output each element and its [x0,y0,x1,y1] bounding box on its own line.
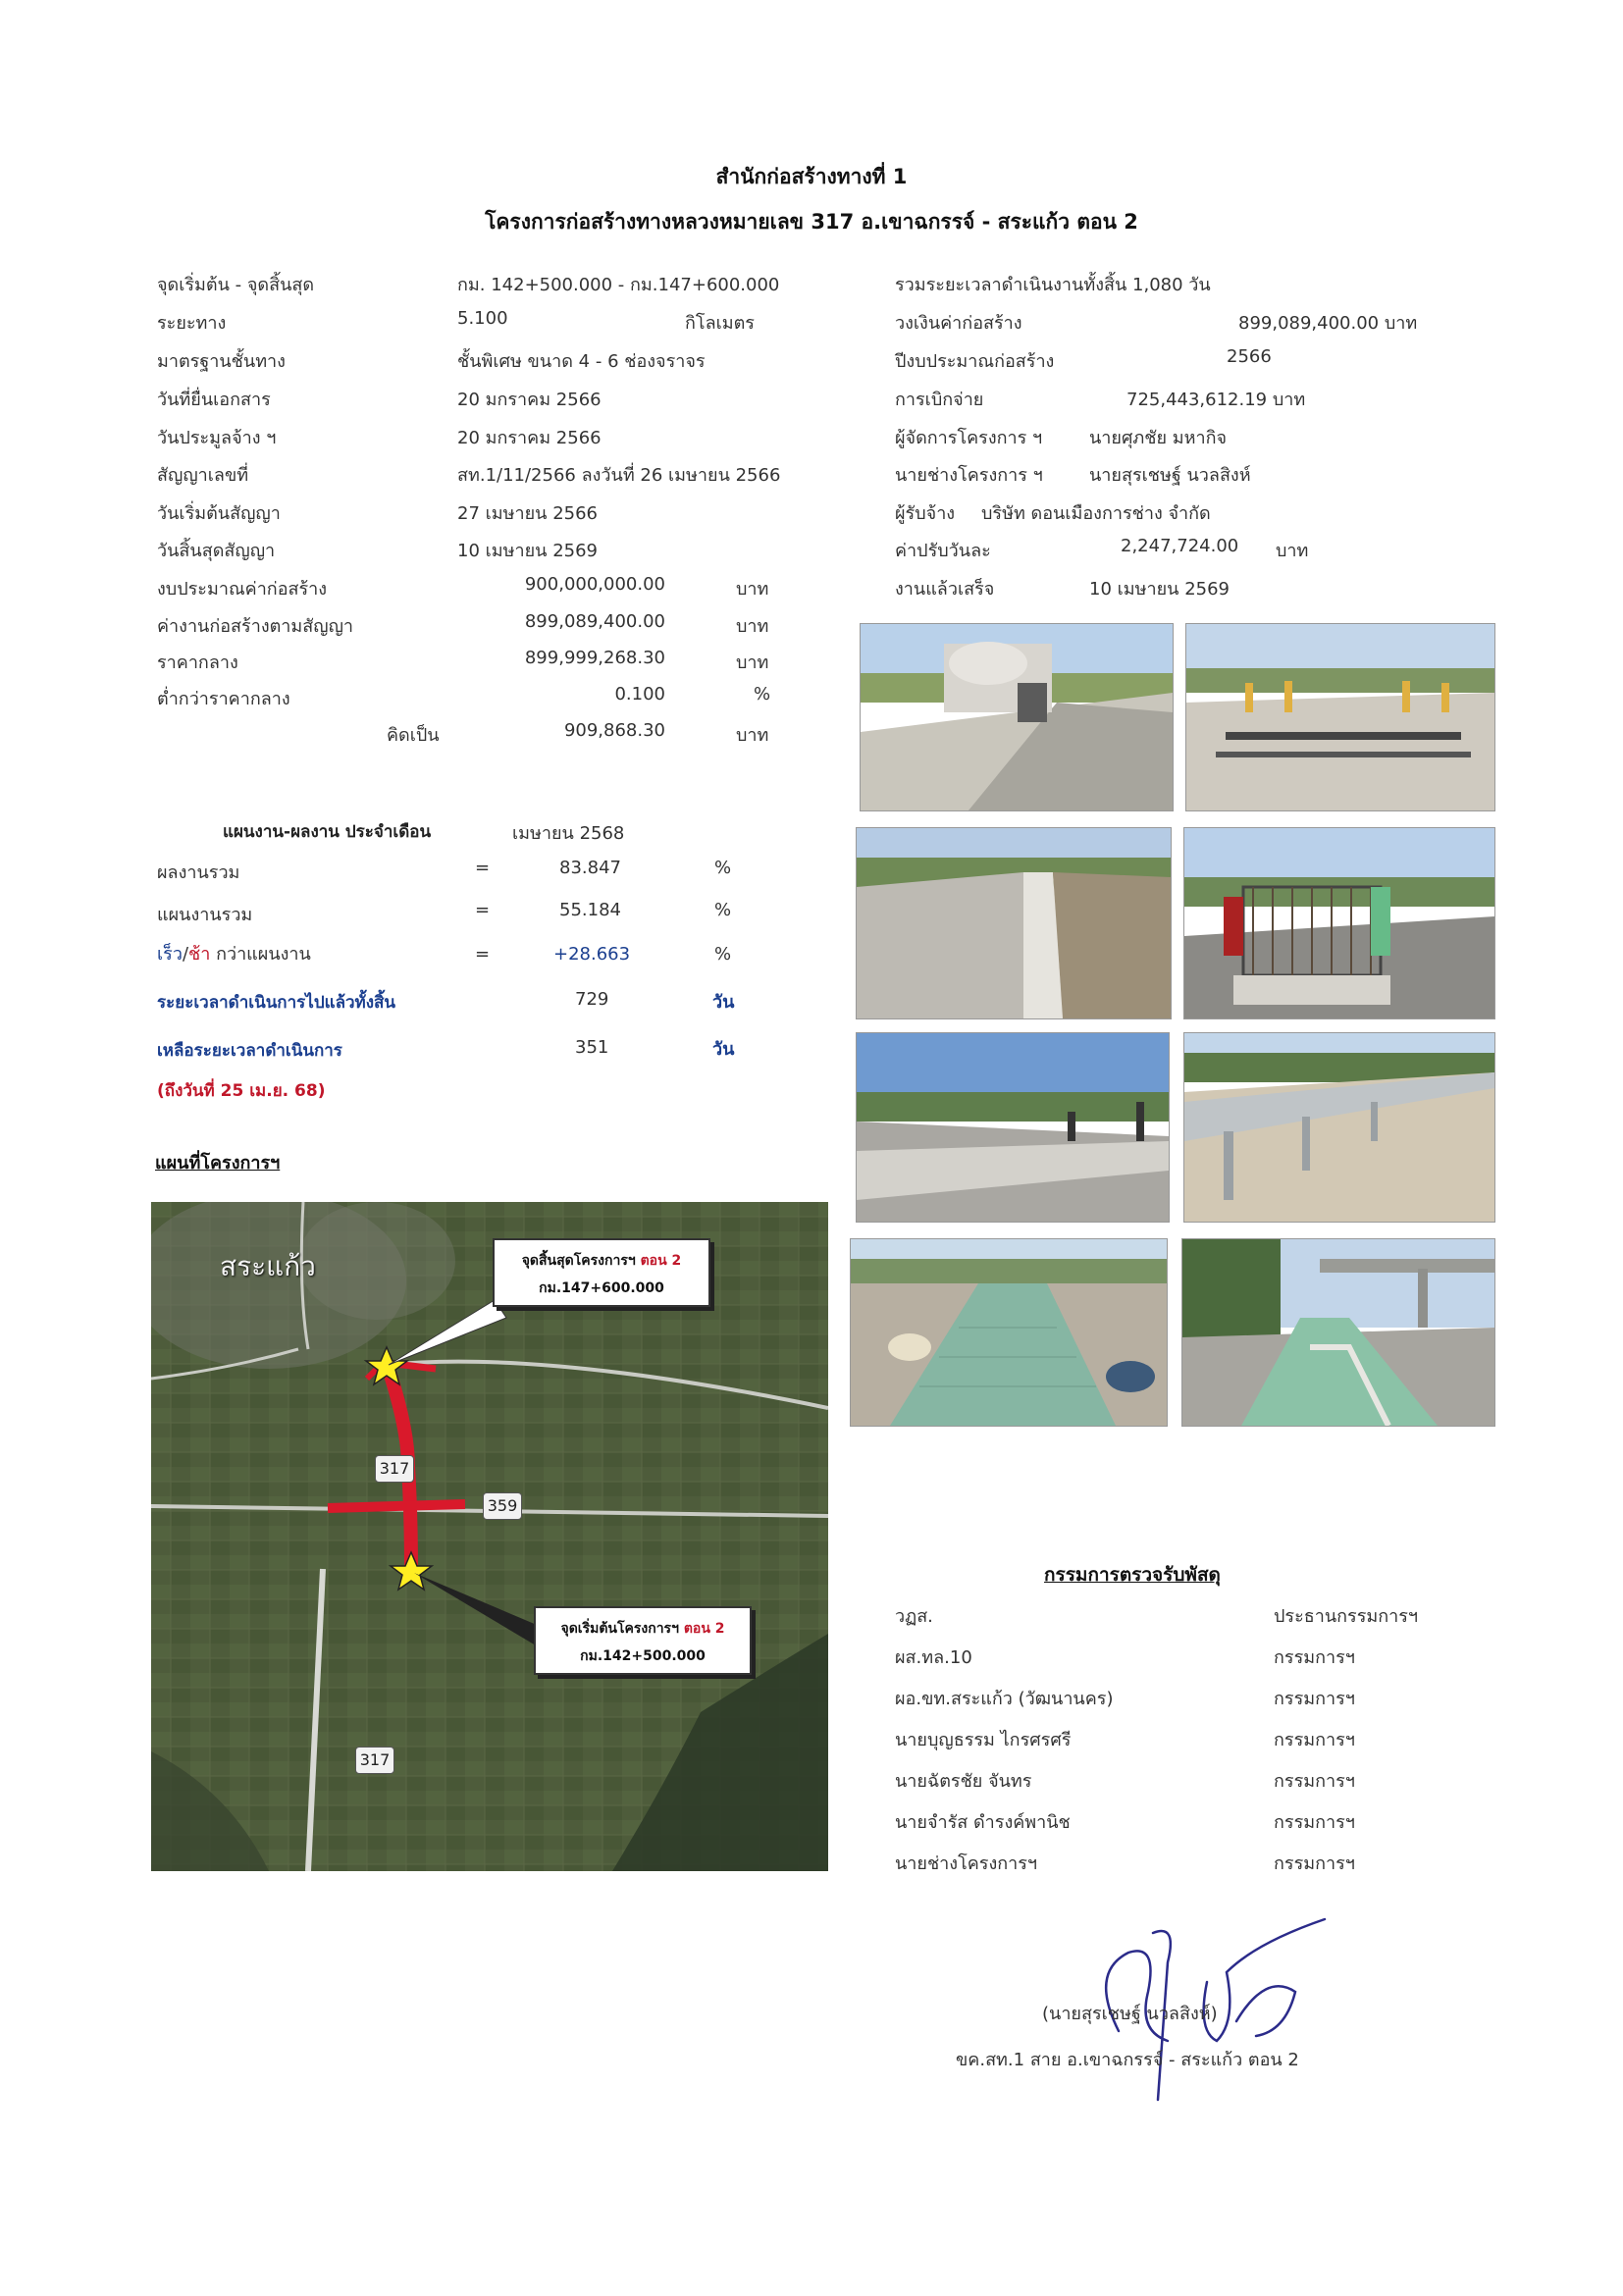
info-label: ผู้จัดการโครงการ ฯ [895,428,1043,448]
photo-curb-road [856,827,1172,1019]
info-value: 899,089,400.00 บาท [1238,313,1418,334]
budget-value: 900,000,000.00 [524,574,665,595]
start-callout-text: จุดเริ่มต้นโครงการฯ [560,1621,684,1637]
budget-unit: บาท [736,616,769,637]
info-unit: บาท [1276,541,1309,561]
progress-month: เมษายน 2568 [512,823,625,844]
photo-image [857,1033,1169,1222]
info-label: งานแล้วเสร็จ [895,579,995,600]
committee-member: ผอ.ขท.สระแก้ว (วัฒนานคร) [895,1689,1114,1709]
end-callout-section: ตอน 2 [640,1253,682,1269]
progress-unit: % [714,858,732,878]
info-label: มาตรฐานชั้นทาง [157,351,286,372]
photo-concrete-paving [860,623,1174,811]
progress-unit: % [714,900,732,920]
signatory-name: (นายสุรเชษฐ์ นวลสิงห์) [1042,2004,1218,2024]
compare-label: กว่าแผนงาน [210,944,311,965]
photo-image [851,1239,1167,1426]
remain-label: เหลือระยะเวลาดำเนินการ [157,1041,342,1061]
photo-paving-crew [1185,623,1495,811]
elapsed-label: ระยะเวลาดำเนินการไปแล้วทั้งสิ้น [157,993,396,1013]
info-value: 5.100 [457,308,508,329]
progress-eq: = [475,900,491,920]
progress-eq: = [475,944,491,965]
progress-value: +28.663 [553,944,631,965]
info-value: 27 เมษายน 2566 [457,503,598,524]
info-label: นายช่างโครงการ ฯ [895,465,1043,486]
info-value: 20 มกราคม 2566 [457,390,602,410]
fast-label: เร็ว [157,944,183,965]
end-callout-text: จุดสิ้นสุดโครงการฯ [521,1253,641,1269]
info-label: ค่าปรับวันละ [895,541,991,561]
photo-guardrail [1183,1032,1495,1223]
committee-member: นายบุญธรรม ไกรศรศรี [895,1730,1072,1750]
info-label: จุดเริ่มต้น - จุดสิ้นสุด [157,275,315,295]
remain-unit: วัน [712,1039,735,1060]
slash: / [182,944,189,965]
committee-role: กรรมการฯ [1274,1647,1355,1668]
committee-role: กรรมการฯ [1274,1812,1355,1833]
road-shield-359: 359 [483,1492,522,1520]
info-label: รวมระยะเวลาดำเนินงานทั้งสิ้น 1,080 วัน [895,275,1211,295]
committee-role: กรรมการฯ [1274,1771,1355,1792]
committee-member: นายช่างโครงการฯ [895,1853,1038,1874]
start-callout-line1 [536,1618,750,1640]
photo-image [1186,624,1494,810]
end-point-callout [493,1238,710,1307]
info-unit: กิโลเมตร [685,313,755,334]
remain-value: 351 [575,1037,609,1058]
info-label: ปีงบประมาณก่อสร้าง [895,351,1055,372]
info-value: บริษัท ดอนเมืองการช่าง จำกัด [981,503,1211,524]
budget-label: คิดเป็น [387,725,440,746]
start-point-callout [534,1606,752,1675]
info-value: 2566 [1227,346,1272,367]
info-value: 10 เมษายน 2569 [1089,579,1230,600]
progress-title: แผนงาน-ผลงาน ประจำเดือน [223,822,432,842]
info-label: วันสิ้นสุดสัญญา [157,541,276,561]
info-label: วันเริ่มต้นสัญญา [157,503,281,524]
progress-label-ahead-behind [157,939,311,967]
elapsed-unit: วัน [712,992,735,1013]
budget-value: 899,999,268.30 [524,648,665,668]
info-label: ผู้รับจ้าง [895,503,956,524]
end-callout-km: กม.147+600.000 [539,1280,664,1296]
progress-unit: % [714,944,732,965]
budget-value: 909,868.30 [563,720,665,741]
committee-role: กรรมการฯ [1274,1853,1355,1874]
committee-role: ประธานกรรมการฯ [1274,1606,1419,1627]
progress-value: 83.847 [559,858,621,878]
progress-eq: = [475,858,491,878]
committee-title: กรรมการตรวจรับพัสดุ [1044,1564,1221,1586]
signatory-position: ขค.สท.1 สาย อ.เขาฉกรรจ์ - สระแก้ว ตอน 2 [956,2050,1299,2070]
info-value: นายศุภชัย มหากิจ [1089,428,1228,448]
info-value: ชั้นพิเศษ ขนาด 4 - 6 ช่องจราจร [457,351,706,372]
photo-rebar-work [1183,827,1495,1019]
budget-value: 899,089,400.00 [524,611,665,632]
office-title: สำนักก่อสร้างทางที่ 1 [715,165,908,188]
progress-label: ผลงานรวม [157,862,240,883]
map-title: แผนที่โครงการฯ [155,1153,281,1174]
info-label: การเบิกจ่าย [895,390,984,410]
elapsed-value: 729 [575,989,609,1010]
budget-label: ราคากลาง [157,652,238,673]
info-value: 10 เมษายน 2569 [457,541,598,561]
info-value: 20 มกราคม 2566 [457,428,602,448]
info-label: สัญญาเลขที่ [157,465,249,486]
info-value: นายสุรเชษฐ์ นวลสิงห์ [1089,465,1251,486]
info-label: วันที่ยื่นเอกสาร [157,390,271,410]
road-shield-317: 317 [375,1455,414,1483]
project-map [151,1202,828,1871]
photo-sidewalk-bridge [1181,1238,1495,1427]
photo-image [1184,1033,1494,1222]
budget-label: งบประมาณค่าก่อสร้าง [157,579,328,600]
info-value: สท.1/11/2566 ลงวันที่ 26 เมษายน 2566 [457,465,781,486]
photo-image [861,624,1173,810]
committee-role: กรรมการฯ [1274,1689,1355,1709]
satellite-map-graphic [151,1202,828,1871]
photo-median-barrier [856,1032,1170,1223]
as-of-date: (ถึงวันที่ 25 เม.ย. 68) [157,1081,326,1101]
budget-value: 0.100 [614,684,665,704]
committee-member: วฏส. [895,1606,933,1627]
budget-unit: บาท [736,652,769,673]
budget-unit: % [754,684,771,704]
end-callout-line1 [495,1250,708,1272]
photo-image [1184,828,1494,1018]
committee-member: ผส.ทล.10 [895,1647,972,1668]
committee-member: นายจำรัส ดำรงค์พานิช [895,1812,1071,1833]
info-label: วงเงินค่าก่อสร้าง [895,313,1022,334]
start-callout-section: ตอน 2 [683,1621,725,1637]
budget-unit: บาท [736,725,769,746]
photo-image [857,828,1171,1018]
progress-label: แผนงานรวม [157,905,253,925]
start-callout-km: กม.142+500.000 [580,1648,706,1664]
info-value: 2,247,724.00 [1121,536,1239,556]
budget-unit: บาท [736,579,769,600]
info-value: กม. 142+500.000 - กม.147+600.000 [457,275,780,295]
slow-label: ช้า [188,944,211,965]
progress-value: 55.184 [559,900,621,920]
info-value: 725,443,612.19 บาท [1126,390,1306,410]
info-label: ระยะทาง [157,313,227,334]
committee-member: นายฉัตรชัย จันทร [895,1771,1032,1792]
photo-block-paving [850,1238,1168,1427]
map-town-label: สระแก้ว [220,1250,316,1282]
road-shield-317-south: 317 [355,1747,394,1774]
budget-label: ต่ำกว่าราคากลาง [157,689,290,709]
photo-image [1182,1239,1494,1426]
project-title: โครงการก่อสร้างทางหลวงหมายเลข 317 อ.เขาฉกรรจ์ - สระแก้ว ตอน 2 [485,210,1138,234]
budget-label: ค่างานก่อสร้างตามสัญญา [157,616,354,637]
committee-role: กรรมการฯ [1274,1730,1355,1750]
info-label: วันประมูลจ้าง ฯ [157,428,277,448]
